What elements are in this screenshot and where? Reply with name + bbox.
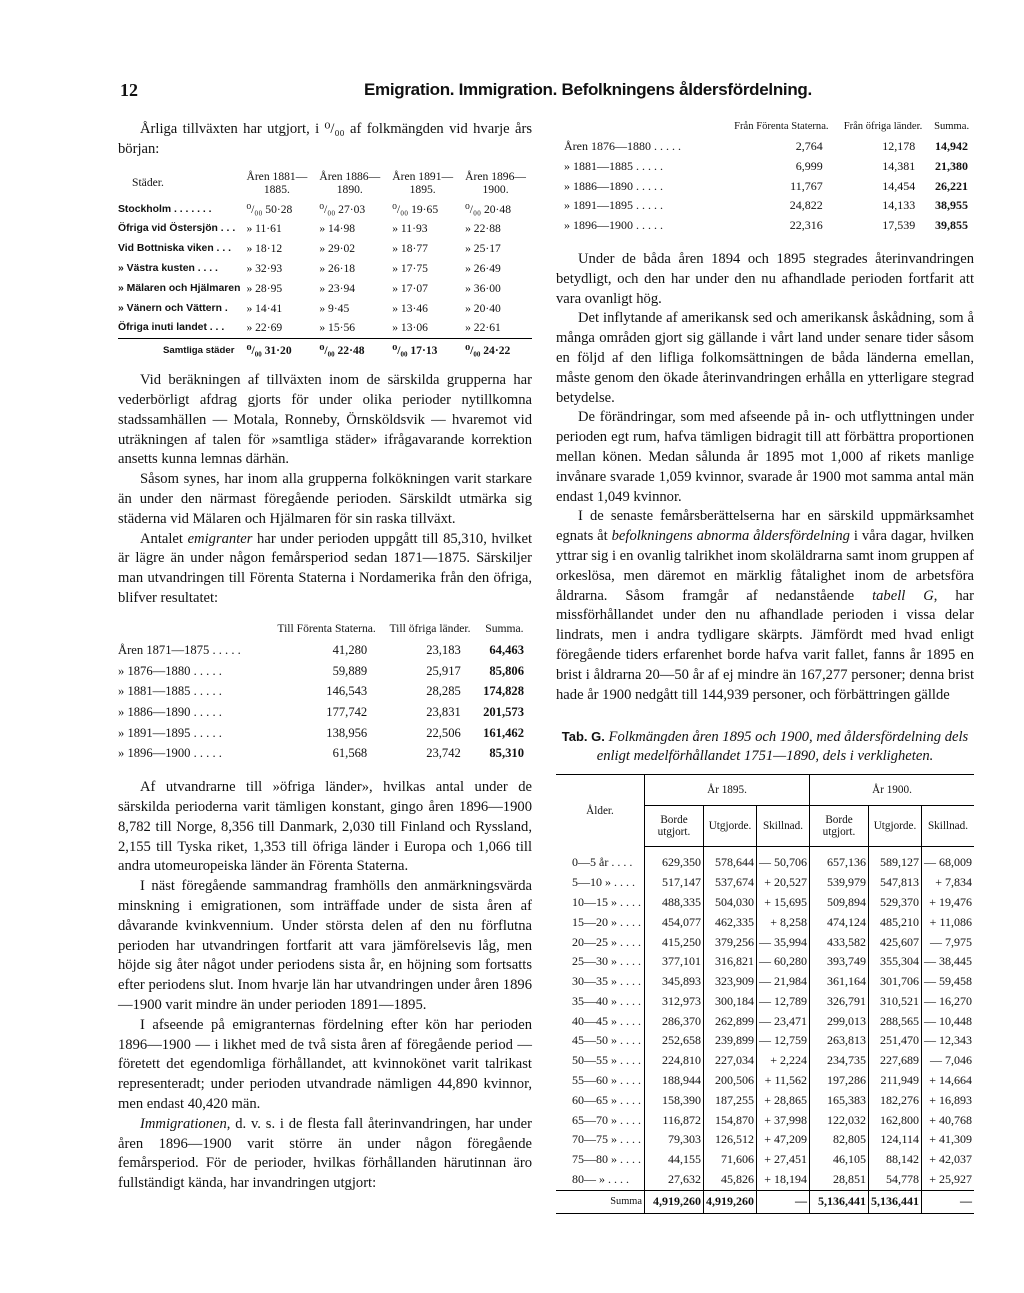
emig-header: Summa.: [485, 621, 524, 635]
age-value: 124,114: [869, 1130, 922, 1150]
age-value: + 15,695: [757, 893, 810, 913]
age-label: 5—10 » . . . .: [572, 875, 635, 890]
year-1895-header: År 1895.: [645, 775, 810, 806]
age-label: 70—75 » . . . .: [572, 1132, 641, 1147]
immig-sum-value: 39,855: [935, 218, 968, 233]
paragraph: Antalet emigranter har under perioden uppgått till 85,310, hvilket är lägre än under någon femårsperiod sedan 1871—1875. Särskiljer man utvandringen till Förenta Staterna i Nordamerika från den öfriga, blifver resultatet:: [118, 530, 532, 606]
table-row: [556, 847, 974, 873]
age-value: 44,155: [645, 1150, 704, 1170]
emig-sum-value: 201,573: [483, 704, 524, 719]
growth-value: » 26·18: [319, 261, 356, 275]
growth-value: ⁰/₀₀ 50·28: [246, 202, 293, 216]
growth-value: » 9·45: [319, 301, 350, 315]
table-row: [118, 661, 532, 682]
age-label: 30—35 » . . . .: [572, 974, 641, 989]
growth-value: » 11·61: [246, 222, 282, 236]
growth-value: » 26·49: [465, 261, 501, 275]
emig-header: Till öfriga länder.: [389, 621, 471, 635]
immig-header: Från öfriga länder.: [843, 121, 923, 132]
age-value: 310,521: [869, 992, 922, 1012]
age-value: 154,870: [704, 1111, 757, 1131]
table-row: [118, 641, 532, 662]
period-label: » 1896—1900 . . . . .: [118, 746, 222, 761]
age-value: — 59,458: [922, 972, 975, 992]
age-value: 393,749: [810, 952, 869, 972]
age-value: 71,606: [704, 1150, 757, 1170]
age-value: + 7,834: [922, 873, 975, 893]
age-value: 537,674: [704, 873, 757, 893]
age-value: 162,800: [869, 1111, 922, 1131]
age-value: 299,013: [810, 1012, 869, 1032]
age-value: — 7,046: [922, 1051, 975, 1071]
age-label: 20—25 » . . . .: [572, 934, 641, 949]
emig-other-value: 23,831: [426, 704, 461, 719]
age-value: 312,973: [645, 992, 704, 1012]
city-label: Stockholm . . . . . . .: [118, 203, 212, 215]
age-value: — 60,280: [757, 952, 810, 972]
growth-value: » 18·12: [246, 242, 283, 256]
paragraph: Under de båda åren 1894 och 1895 stegrades återinvandringen betydligt, och den har under den nu afhandlade perioden fortfarit att vara ovanligt hög.: [556, 250, 974, 307]
table-row: [556, 1111, 974, 1131]
age-value: + 2,224: [757, 1051, 810, 1071]
right-column: [556, 120, 974, 1214]
immig-sum-value: 38,955: [935, 198, 968, 213]
table-row: [118, 299, 532, 319]
age-value: + 25,927: [922, 1170, 975, 1190]
age-value: + 40,768: [922, 1111, 975, 1131]
emig-header: Till Förenta Staterna.: [277, 621, 376, 635]
immig-header: Summa.: [934, 121, 970, 132]
age-value: — 35,994: [757, 933, 810, 953]
immig-header: [564, 120, 726, 137]
growth-value: » 17·75: [392, 261, 428, 275]
emig-other-value: 23,183: [426, 643, 461, 658]
table-row: [556, 1071, 974, 1091]
age-value: 54,778: [869, 1170, 922, 1190]
age-total-value: —: [922, 1190, 975, 1213]
emig-us-value: 146,543: [326, 684, 368, 699]
table-row: [556, 1130, 974, 1150]
age-label: 35—40 » . . . .: [572, 993, 641, 1008]
period-label: Åren 1876—1880 . . . . .: [564, 139, 681, 153]
table-row: [564, 157, 974, 177]
table-row: [556, 893, 974, 913]
sub-header: Borde utgjort.: [645, 806, 704, 847]
sub-header: Skillnad.: [757, 806, 810, 847]
immig-sum-value: 14,942: [935, 139, 968, 153]
age-value: + 16,893: [922, 1091, 975, 1111]
age-value: 485,210: [869, 913, 922, 933]
page-number: 12: [120, 80, 138, 100]
paragraph: Af utvandrarne till »öfriga länder», hvilkas antal under de särskilda perioderna varit tämligen konstant, gingo åren 1896—1900 8,782 till Norge, 8,356 till Danmark, 2,030 till Finland och Ryssland, 2,155 till Tyska riket, 1,353 till öfriga länder i Europa och 1,066 till andra utomeuropeiska länder än Förenta Staterna.: [118, 779, 532, 875]
growth-value: ⁰/₀₀ 19·65: [392, 202, 439, 216]
age-header: Ålder.: [586, 805, 614, 818]
age-value: 182,276: [869, 1091, 922, 1111]
growth-table: [118, 170, 532, 364]
paragraph: I afseende på emigranternas fördelning efter kön har perioden 1896—1900 — i likhet med de två sista åren af föregående period — företett det egendomliga förhållandet, att kvinnokönet varit talrikast representeradt; under perioden utvandrade nämligen 44,890 kvinnor, men endast 40,420 män.: [118, 1016, 532, 1113]
age-value: 509,894: [810, 893, 869, 913]
age-value: 122,032: [810, 1111, 869, 1131]
age-label: 80— » . . . .: [572, 1172, 629, 1187]
age-value: 504,030: [704, 893, 757, 913]
table-row: [118, 259, 532, 279]
growth-value: » 29·02: [319, 242, 356, 256]
growth-value: » 17·07: [392, 281, 428, 295]
paragraph: Såsom synes, har inom alla grupperna folkökningen varit starkare än under den närmast föregående perioden. Särskildt utmärka sig städerna vid Mälaren och Hjälmaren för sin raska tillväxt.: [118, 471, 532, 527]
table-row: [118, 723, 532, 744]
total-label: Samtliga städer: [118, 339, 240, 364]
age-value: + 8,258: [757, 913, 810, 933]
growth-total-value: ⁰/₀₀ 17·13: [386, 339, 459, 364]
age-label: 40—45 » . . . .: [572, 1013, 641, 1028]
age-value: 116,872: [645, 1111, 704, 1131]
age-value: 547,813: [869, 873, 922, 893]
immig-other-value: 12,178: [882, 139, 916, 153]
growth-value: » 18·77: [392, 242, 428, 256]
table-row: [118, 318, 532, 338]
age-value: — 21,984: [757, 972, 810, 992]
age-value: — 50,706: [757, 847, 810, 873]
sub-header: Utgjorde.: [704, 806, 757, 847]
city-label: » Mälaren och Hjälmaren: [118, 282, 241, 294]
growth-value: » 36·00: [465, 281, 501, 295]
table-row: [118, 219, 532, 239]
sub-header: Skillnad.: [922, 806, 975, 847]
table-row: [556, 972, 974, 992]
growth-value: » 14·41: [246, 301, 283, 315]
age-value: 454,077: [645, 913, 704, 933]
age-value: 158,390: [645, 1091, 704, 1111]
age-value: 227,689: [869, 1051, 922, 1071]
growth-period-header: Åren 1891—1895.: [392, 169, 454, 196]
paragraph: Immigrationen, d. v. s. i de flesta fall återinvandringen, har under åren 1896—1900 varit större än under någon föregående femårsperiod. För de perioder, hvilkas förhållanden härutinnan äro fullständigt kända, har invandringen utgjort:: [118, 1115, 532, 1192]
period-label: » 1896—1900 . . . . .: [564, 218, 663, 233]
table-g-id: Tab. G.: [561, 729, 605, 745]
age-value: 252,658: [645, 1031, 704, 1051]
paragraph: De förändringar, som med afseende på in- och utflyttningen under perioden egt rum, hafva tämligen bidragit till att förbättra proportionen mellan könen. Medan sålunda år 1895 mot 1,000 af rikets manlige invånare svarade 1,059 kvinnor, svarade år 1900 mot samma antal män endast 1,049 kvinnor.: [556, 409, 974, 505]
age-value: 301,706: [869, 972, 922, 992]
age-value: — 38,445: [922, 952, 975, 972]
age-value: — 12,343: [922, 1031, 975, 1051]
age-value: 361,164: [810, 972, 869, 992]
period-label: » 1881—1885 . . . . .: [564, 158, 663, 173]
growth-value: ⁰/₀₀ 20·48: [465, 202, 512, 216]
city-label: » Vänern och Vättern .: [118, 302, 228, 314]
growth-total-value: ⁰/₀₀ 31·20: [240, 339, 313, 364]
age-label: 50—55 » . . . .: [572, 1053, 641, 1068]
age-label: 60—65 » . . . .: [572, 1092, 641, 1107]
age-value: + 11,562: [757, 1071, 810, 1091]
emig-sum-value: 161,462: [483, 725, 524, 740]
growth-value: » 22·61: [465, 321, 501, 335]
growth-value: » 14·98: [319, 222, 356, 236]
age-value: + 41,309: [922, 1130, 975, 1150]
table-row: [564, 216, 974, 236]
emig-us-value: 61,568: [332, 746, 368, 761]
table-row: [118, 239, 532, 259]
age-value: 88,142: [869, 1150, 922, 1170]
growth-period-header: Åren 1881—1885.: [246, 169, 308, 196]
growth-value: ⁰/₀₀ 27·03: [319, 202, 366, 216]
period-label: » 1886—1890 . . . . .: [118, 704, 222, 719]
paragraph: Det inflytande af amerikansk sed och amerikansk åskådning, som å många områden gjort sig gällande i vårt land under senare tider såsom en följd af den lifliga folkomsättningen de båda länderna emellan, måste genom den ökade återinvandringen erhålla en ytterligare stegrad betydelse.: [556, 310, 974, 406]
period-label: » 1891—1895 . . . . .: [564, 198, 663, 213]
age-label: 25—30 » . . . .: [572, 954, 641, 969]
age-value: — 12,789: [757, 992, 810, 1012]
age-value: 165,383: [810, 1091, 869, 1111]
age-value: — 68,009: [922, 847, 975, 873]
age-value: 539,979: [810, 873, 869, 893]
table-row: [118, 744, 532, 765]
sub-header: Utgjorde.: [869, 806, 922, 847]
age-value: 188,944: [645, 1071, 704, 1091]
age-value: + 18,194: [757, 1170, 810, 1190]
age-value: 187,255: [704, 1091, 757, 1111]
table-row: [556, 933, 974, 953]
growth-total-value: ⁰/₀₀ 24·22: [459, 339, 532, 364]
age-value: 355,304: [869, 952, 922, 972]
table-row: [556, 1150, 974, 1170]
age-value: — 16,270: [922, 992, 975, 1012]
age-value: 326,791: [810, 992, 869, 1012]
age-value: 578,644: [704, 847, 757, 873]
age-value: 433,582: [810, 933, 869, 953]
emig-other-value: 22,506: [426, 725, 461, 740]
age-label: 10—15 » . . . .: [572, 894, 641, 909]
immig-us-value: 24,822: [789, 198, 823, 213]
immigration-table: [564, 120, 974, 236]
age-value: 28,851: [810, 1170, 869, 1190]
growth-value: » 28·95: [246, 281, 283, 295]
table-row: [556, 1031, 974, 1051]
emig-sum-value: 174,828: [483, 684, 524, 699]
age-total-value: 5,136,441: [869, 1190, 922, 1213]
age-value: 211,949: [869, 1071, 922, 1091]
immig-header: Från Förenta Staterna.: [734, 121, 829, 132]
emigration-table: [118, 621, 532, 765]
growth-period-header: Åren 1896—1900.: [465, 169, 526, 196]
age-value: 251,470: [869, 1031, 922, 1051]
table-g: [556, 774, 974, 1214]
age-value: 288,565: [869, 1012, 922, 1032]
age-value: — 10,448: [922, 1012, 975, 1032]
immig-us-value: 11,767: [790, 178, 823, 193]
table-row: [564, 137, 974, 157]
age-value: 45,826: [704, 1170, 757, 1190]
immig-us-value: 22,316: [789, 218, 823, 233]
immig-sum-value: 26,221: [935, 178, 968, 193]
emig-sum-value: 85,806: [489, 663, 524, 678]
growth-intro: Årliga tillväxten har utgjort, i ⁰/₀₀ af folkmängden vid hvarje års början:: [118, 121, 532, 157]
table-row: [564, 196, 974, 216]
left-column: [118, 120, 532, 1194]
age-value: 415,250: [645, 933, 704, 953]
growth-value: » 22·88: [465, 222, 501, 236]
age-value: 286,370: [645, 1012, 704, 1032]
age-total-value: 4,919,260: [645, 1190, 704, 1213]
age-value: 517,147: [645, 873, 704, 893]
table-row-total: [118, 339, 532, 364]
table-row-total: [556, 1190, 974, 1213]
period-label: » 1876—1880 . . . . .: [118, 663, 222, 678]
paragraph: I näst föregående sammandrag framhölls den anmärkningsvärda minskning i emigrationen, som inträffade under de sista åren af dåvarande kvinkvennium. Under största delen af den nu förflutna perioden har utvandringen fortfarit att vara jämförelsevis låg, men höjde sig åter något under periodens sista år, en höjning som fortsatts efter periodens slut. Inom hvarje län har utvandringen under åren 1896—1900 varit mindre än under perioden 1891—1895.: [118, 878, 532, 1014]
paragraph: I de senaste femårsberättelserna har en särskild uppmärksamhet egnats åt befolkningens abnorma åldersfördelning i våra dagar, hvilken yttrar sig i en ovanlig talrikhet inom skoläldrarna samt inom gruppen af orkeslösa, men däremot en märklig fåtalighet inom de arbetsföra åldrarna. Såsom framgår af nedanstående tabell G, har missförhållandet under den nu afhandlade perioden i vissa delar lindrats, men i andra tydligare skärpts. Jämfördt med hvad enligt föregående tiders erfarenhet borde hafva varit fallet, fanns år 1895 en brist i åldrarna 20—50 år af ej mindre än 167,277 personer; denna brist hade år 1900 nedgått till 144,939 personer, och förbättringen gällde: [556, 508, 974, 703]
age-value: 377,101: [645, 952, 704, 972]
running-head: Emigration. Immigration. Befolkningens åldersfördelning.: [364, 80, 812, 99]
age-value: 488,335: [645, 893, 704, 913]
age-value: 239,899: [704, 1031, 757, 1051]
emig-other-value: 28,285: [426, 684, 461, 699]
age-value: 227,034: [704, 1051, 757, 1071]
year-1900-header: År 1900.: [810, 775, 975, 806]
immig-other-value: 17,539: [882, 218, 916, 233]
table-row: [118, 703, 532, 724]
period-label: » 1886—1890 . . . . .: [564, 178, 663, 193]
period-label: » 1881—1885 . . . . .: [118, 684, 222, 699]
growth-value: » 23·94: [319, 281, 356, 295]
paragraph: Vid beräkningen af tillväxten inom de särskilda grupperna har vederbörligt afdrag gjorts för under olika perioder nytillkomna stadssamhällen — Motala, Ronneby, Örnsköldsvik — hvaremot vid uträkningen af talen för »samtliga städer» ifrågavarande korrektion ansetts kunna lemnas därhän.: [118, 372, 532, 468]
city-label: Öfriga inuti landet . . .: [118, 322, 225, 334]
age-value: 200,506: [704, 1071, 757, 1091]
age-value: 197,286: [810, 1071, 869, 1091]
age-value: 345,893: [645, 972, 704, 992]
age-value: 262,899: [704, 1012, 757, 1032]
growth-total-value: ⁰/₀₀ 22·48: [313, 339, 386, 364]
age-value: 379,256: [704, 933, 757, 953]
immig-us-value: 2,764: [795, 139, 823, 153]
age-value: + 28,865: [757, 1091, 810, 1111]
period-label: Åren 1871—1875 . . . . .: [118, 643, 241, 658]
age-value: 462,335: [704, 913, 757, 933]
table-row: [556, 873, 974, 893]
age-value: 323,909: [704, 972, 757, 992]
age-value: + 42,037: [922, 1150, 975, 1170]
immig-other-value: 14,454: [882, 178, 916, 193]
age-value: + 27,451: [757, 1150, 810, 1170]
table-row: [556, 992, 974, 1012]
age-value: 589,127: [869, 847, 922, 873]
table-g-caption: [556, 727, 974, 766]
age-value: + 11,086: [922, 913, 975, 933]
age-value: 27,632: [645, 1170, 704, 1190]
growth-value: » 11·93: [392, 222, 428, 236]
emig-us-value: 138,956: [326, 725, 368, 740]
table-row: [556, 1012, 974, 1032]
age-value: 474,124: [810, 913, 869, 933]
age-total-value: 4,919,260: [704, 1190, 757, 1213]
age-value: + 47,209: [757, 1130, 810, 1150]
immig-us-value: 6,999: [795, 158, 823, 173]
age-label: 0—5 år . . . .: [572, 855, 633, 870]
table-row: [556, 1170, 974, 1190]
age-total-value: 5,136,441: [810, 1190, 869, 1213]
city-label: Vid Bottniska viken . . .: [118, 243, 231, 255]
age-value: 126,512: [704, 1130, 757, 1150]
age-value: + 19,476: [922, 893, 975, 913]
growth-col-header: Städer.: [132, 176, 164, 190]
table-row: [556, 952, 974, 972]
immig-sum-value: 21,380: [935, 158, 968, 173]
age-value: 263,813: [810, 1031, 869, 1051]
city-label: Öfriga vid Östersjön . . .: [118, 223, 236, 235]
emig-sum-value: 64,463: [489, 643, 524, 658]
age-value: 46,105: [810, 1150, 869, 1170]
emig-sum-value: 85,310: [489, 746, 524, 761]
table-row: [556, 1091, 974, 1111]
age-value: 629,350: [645, 847, 704, 873]
age-label: 15—20 » . . . .: [572, 914, 641, 929]
growth-value: » 22·69: [246, 321, 283, 335]
immig-other-value: 14,381: [882, 158, 916, 173]
age-label: 55—60 » . . . .: [572, 1073, 641, 1088]
age-value: + 37,998: [757, 1111, 810, 1131]
emig-other-value: 25,917: [426, 663, 461, 678]
age-label: 75—80 » . . . .: [572, 1152, 641, 1167]
age-value: 657,136: [810, 847, 869, 873]
emig-us-value: 177,742: [326, 704, 368, 719]
emig-us-value: 59,889: [332, 663, 368, 678]
age-value: 300,184: [704, 992, 757, 1012]
immig-other-value: 14,133: [882, 198, 916, 213]
city-label: » Västra kusten . . . .: [118, 262, 218, 274]
age-total-value: —: [757, 1190, 810, 1213]
age-value: + 14,664: [922, 1071, 975, 1091]
age-value: 82,805: [810, 1130, 869, 1150]
age-value: 79,303: [645, 1130, 704, 1150]
growth-value: » 32·93: [246, 261, 283, 275]
table-row: [118, 682, 532, 703]
growth-period-header: Åren 1886—1890.: [319, 169, 381, 196]
table-row: [118, 200, 532, 220]
age-label: 45—50 » . . . .: [572, 1033, 641, 1048]
age-label: 65—70 » . . . .: [572, 1112, 641, 1127]
growth-value: » 13·06: [392, 321, 428, 335]
table-row: [556, 913, 974, 933]
sub-header: Borde utgjort.: [810, 806, 869, 847]
age-value: — 23,471: [757, 1012, 810, 1032]
emig-header: [118, 621, 270, 641]
age-value: — 7,975: [922, 933, 975, 953]
age-value: 234,735: [810, 1051, 869, 1071]
growth-value: » 20·40: [465, 301, 501, 315]
growth-value: » 13·46: [392, 301, 428, 315]
age-value: 316,821: [704, 952, 757, 972]
growth-value: » 25·17: [465, 242, 501, 256]
table-row: [564, 177, 974, 197]
emig-other-value: 23,742: [426, 746, 461, 761]
table-row: [556, 1051, 974, 1071]
age-value: 425,607: [869, 933, 922, 953]
age-value: 529,370: [869, 893, 922, 913]
growth-value: » 15·56: [319, 321, 356, 335]
table-row: [118, 279, 532, 299]
age-value: 224,810: [645, 1051, 704, 1071]
age-value: — 12,759: [757, 1031, 810, 1051]
period-label: » 1891—1895 . . . . .: [118, 725, 222, 740]
total-label: Summa: [556, 1190, 645, 1213]
table-g-title: Folkmängden åren 1895 och 1900, med åldersfördelning dels enligt medelförhållandet 1751—1890, dels i verkligheten.: [596, 729, 969, 765]
emig-us-value: 41,280: [332, 643, 368, 658]
age-value: + 20,527: [757, 873, 810, 893]
